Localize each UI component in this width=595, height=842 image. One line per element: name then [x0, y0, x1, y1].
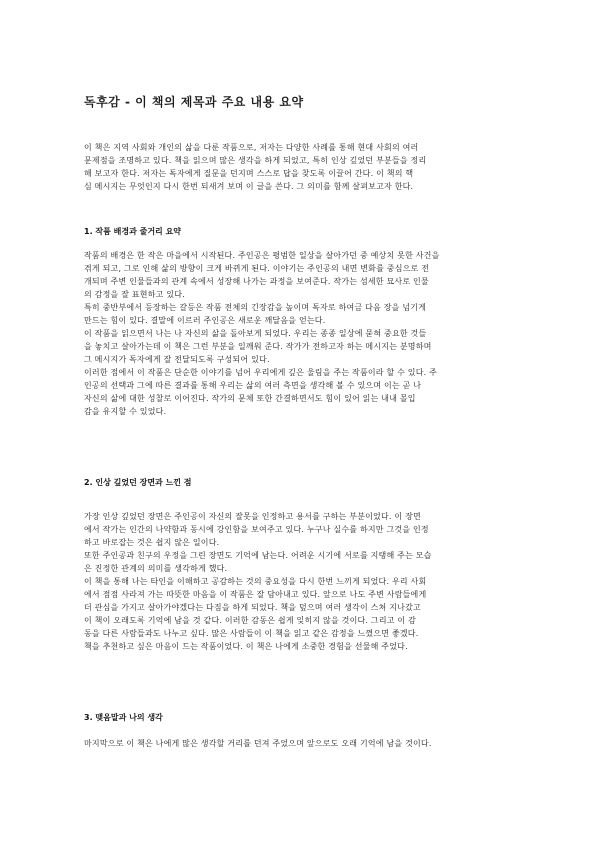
paragraph-line: 에서 점점 사라져 가는 따뜻한 마음을 이 작품은 잘 담아내고 있다. 앞으로 나도 주변 사람들에게 — [84, 590, 427, 599]
section-body — [84, 510, 512, 653]
document-title: 독후감 - 이 책의 제목과 주요 내용 요약 — [84, 95, 304, 109]
paragraph-line: 만드는 힘이 있다. 결말에 이르러 주인공은 새로운 깨달음을 얻는다. — [84, 316, 326, 325]
paragraph-line: 에서 작가는 인간의 나약함과 동시에 강인함을 보여주고 있다. 누구나 실수를 하지만 그것을 인정 — [84, 525, 429, 534]
paragraph-line: 또한 주인공과 친구의 우정을 그린 장면도 기억에 남는다. 어려운 시기에 서로를 지탱해 주는 모습 — [84, 551, 432, 560]
section-body — [84, 249, 512, 418]
paragraph-line: 이 책은 지역 사회와 개인의 삶을 다룬 작품으로, 저자는 다양한 사례를 통해 현대 사회의 여러 — [84, 143, 419, 152]
paragraph-line: 의 감정을 잘 표현하고 있다. — [84, 290, 185, 299]
paragraph-line: 을 놓치고 살아가는데 이 책은 그런 부분을 일깨워 준다. 작가가 전하고자 하는 메시지는 분명하며 — [84, 342, 432, 351]
paragraph-line: 동을 다른 사람들과도 나누고 싶다. 많은 사람들이 이 책을 읽고 같은 감정을 느꼈으면 좋겠다. — [84, 629, 419, 638]
paragraph-line: 감을 유지할 수 있었다. — [84, 407, 167, 416]
paragraph-line: 이 책이 오래도록 기억에 남을 것 같다. 이러한 감동은 쉽게 잊히지 않을 것이다. 그리고 이 감 — [84, 616, 417, 625]
paragraph-line: 하고 바로잡는 것은 쉽지 않은 일이다. — [84, 538, 220, 547]
paragraph-line: 더 관심을 가지고 살아가야겠다는 다짐을 하게 되었다. 책을 덮으며 여러 생각이 스쳐 지나갔고 — [84, 603, 421, 612]
paragraph-line: 이 책을 통해 나는 타인을 이해하고 공감하는 것의 중요성을 다시 한번 느끼게 되었다. 우리 사회 — [84, 577, 427, 586]
paragraph-line: 작품의 배경은 한 작은 마을에서 시작된다. 주인공은 평범한 일상을 살아가던 중 예상치 못한 사건을 — [84, 251, 440, 260]
paragraph-line: 해 보고자 한다. 저자는 독자에게 질문을 던지며 스스로 답을 찾도록 이끌어 간다. 이 책의 핵 — [84, 169, 414, 178]
paragraph-line: 책을 추천하고 싶은 마음이 드는 작품이었다. 이 책은 나에게 소중한 경험을 선물해 주었다. — [84, 642, 408, 651]
paragraph-line: 이 작품을 읽으면서 나는 나 자신의 삶을 돌아보게 되었다. 우리는 종종 일상에 묻혀 중요한 것들 — [84, 329, 427, 338]
paragraph-line: 개되며 주변 인물들과의 관계 속에서 성장해 나가는 과정을 보여준다. 작가는 섬세한 묘사로 인물 — [84, 277, 429, 286]
paragraph-line: 가장 인상 깊었던 장면은 주인공이 자신의 잘못을 인정하고 용서를 구하는 부분이었다. 이 장면 — [84, 512, 421, 521]
paragraph-line: 마지막으로 이 책은 나에게 많은 생각할 거리를 던져 주었으며 앞으로도 오래 기억에 남을 것이다. — [84, 739, 432, 748]
section-heading: 1. 작품 배경과 줄거리 요약 — [84, 227, 182, 236]
paragraph-line: 이러한 점에서 이 작품은 단순한 이야기를 넘어 우리에게 깊은 울림을 주는 작품이라 할 수 있다. 주 — [84, 368, 438, 377]
paragraph-line: 겪게 되고, 그로 인해 삶의 방향이 크게 바뀌게 된다. 이야기는 주인공의 내면 변화를 중심으로 전 — [84, 264, 430, 273]
section-body — [84, 737, 512, 750]
paragraph-line: 자신의 삶에 대한 성찰로 이어진다. 작가의 문체 또한 간결하면서도 힘이 있어 읽는 내내 몰입 — [84, 394, 416, 403]
paragraph-line: 심 메시지는 무엇인지 다시 한번 되새겨 보며 이 글을 쓴다. 그 의미를 함께 살펴보고자 한다. — [84, 182, 414, 191]
paragraph-line: 문제점을 조명하고 있다. 책을 읽으며 많은 생각을 하게 되었고, 특히 인상 깊었던 부분들을 정리 — [84, 156, 427, 165]
intro-paragraph — [84, 141, 512, 193]
section-heading: 2. 인상 깊었던 장면과 느낀 점 — [84, 478, 192, 487]
paragraph-line: 특히 중반부에서 등장하는 갈등은 작품 전체의 긴장감을 높이며 독자로 하여금 다음 장을 넘기게 — [84, 303, 427, 312]
paragraph-line: 은 진정한 관계의 의미를 생각하게 했다. — [84, 564, 228, 573]
paragraph-line: 인공의 선택과 그에 따른 결과를 통해 우리는 삶의 여러 측면을 생각해 볼 수 있으며 이는 곧 나 — [84, 381, 422, 390]
paragraph-line: 그 메시지가 독자에게 잘 전달되도록 구성되어 있다. — [84, 355, 270, 364]
section-heading: 3. 맺음말과 나의 생각 — [84, 713, 163, 722]
